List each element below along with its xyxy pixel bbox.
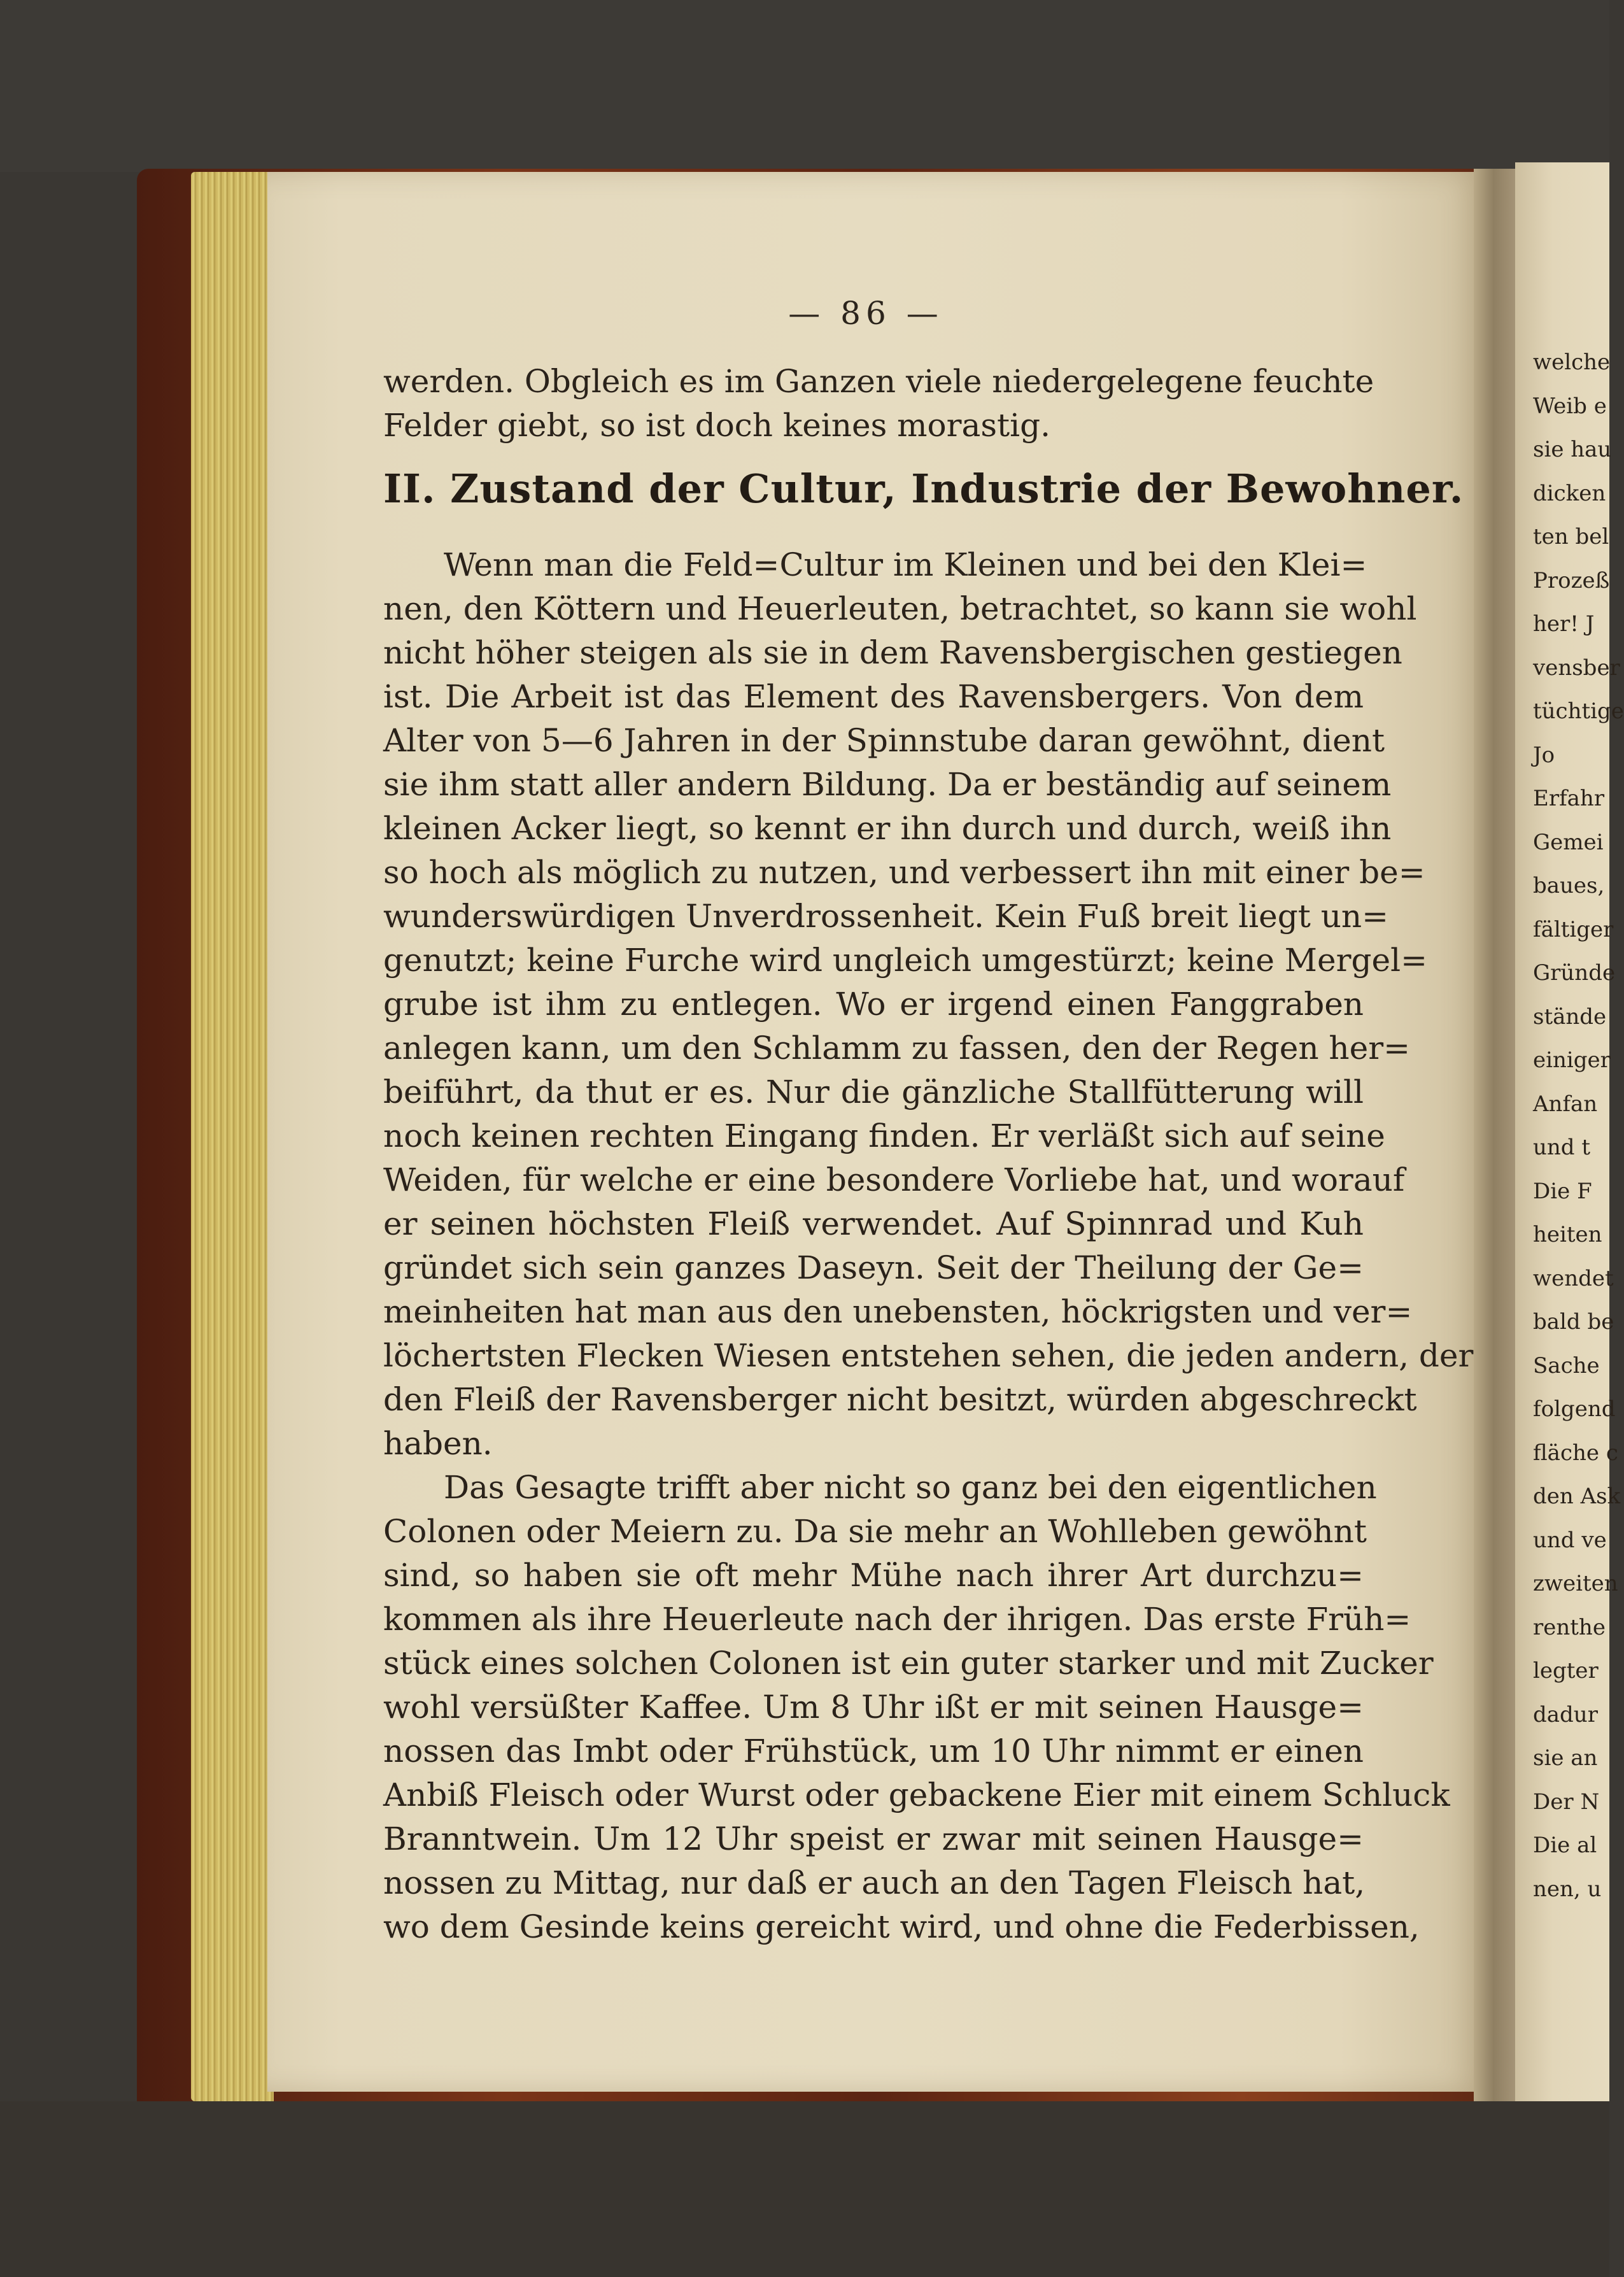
- text-line: Anbiß Fleisch oder Wurst oder gebackene Eier mit einem Schluck: [383, 1777, 1450, 1813]
- fragment-line: Gemei: [1533, 829, 1604, 855]
- fragment-line: Der N: [1533, 1789, 1600, 1815]
- text-line: sind, so haben sie oft mehr Mühe nach ihrer Art durchzu=: [383, 1557, 1364, 1594]
- fragment-line: stände: [1533, 1004, 1607, 1030]
- facing-page-text: [1533, 341, 1624, 1911]
- fragment-line: Gründe: [1533, 960, 1616, 986]
- text-line: Branntwein. Um 12 Uhr speist er zwar mit seinen Hausge=: [383, 1820, 1364, 1857]
- fragment-line: dicken: [1533, 480, 1606, 506]
- fragment-line: und t: [1533, 1135, 1591, 1160]
- text-line: Alter von 5—6 Jahren in der Spinnstube daran gewöhnt, dient: [383, 722, 1385, 759]
- fragment-line: renthe: [1533, 1614, 1606, 1640]
- fragment-line: baues,: [1533, 873, 1605, 898]
- text-line: wunderswürdigen Unverdrossenheit. Kein Fuß breit liegt un=: [383, 898, 1389, 935]
- fragment-line: Die F: [1533, 1178, 1592, 1204]
- fragment-line: Prozeß: [1533, 567, 1610, 593]
- text-line: haben.: [383, 1425, 493, 1462]
- fragment-line: sie an: [1533, 1745, 1598, 1771]
- text-line: ist. Die Arbeit ist das Element des Ravensbergers. Von dem: [383, 678, 1364, 715]
- fragment-line: legter: [1533, 1658, 1599, 1684]
- text-line: Weiden, für welche er eine besondere Vorliebe hat, und worauf: [383, 1161, 1405, 1198]
- fragment-line: und ve: [1533, 1527, 1607, 1553]
- section-heading: II. Zustand der Cultur, Industrie der Bewohner.: [383, 465, 1464, 512]
- text-line: so hoch als möglich zu nutzen, und verbessert ihn mit einer be=: [383, 854, 1425, 891]
- fragment-line: Jo: [1533, 742, 1555, 768]
- text-line: gründet sich sein ganzes Daseyn. Seit der Theilung der Ge=: [383, 1249, 1364, 1286]
- fragment-line: her! J: [1533, 611, 1595, 637]
- text-line: nen, den Köttern und Heuerleuten, betrachtet, so kann sie wohl: [383, 590, 1417, 627]
- fragment-line: Weib e: [1533, 393, 1607, 419]
- text-line: noch keinen rechten Eingang finden. Er verläßt sich auf seine: [383, 1117, 1385, 1154]
- book-gutter: [1474, 169, 1518, 2104]
- fragment-line: tüchtige: [1533, 699, 1624, 724]
- text-line: er seinen höchsten Fleiß verwendet. Auf Spinnrad und Kuh: [383, 1205, 1364, 1242]
- fragment-line: Sache: [1533, 1352, 1600, 1379]
- fragment-line: sie hau: [1533, 437, 1612, 462]
- background-bottom: [0, 2101, 1609, 2277]
- text-line: beiführt, da thut er es. Nur die gänzliche Stallfütterung will: [383, 1074, 1364, 1110]
- fragment-line: welche: [1533, 350, 1611, 375]
- page-number: — 86 —: [788, 295, 943, 332]
- text-line: werden. Obgleich es im Ganzen viele niedergelegene feuchte: [383, 363, 1374, 400]
- text-line: den Fleiß der Ravensberger nicht besitzt, würden abgeschreckt: [383, 1381, 1417, 1418]
- text-line: nossen das Imbt oder Frühstück, um 10 Uhr nimmt er einen: [383, 1733, 1364, 1770]
- fragment-line: dadur: [1533, 1701, 1598, 1727]
- text-line: kommen als ihre Heuerleute nach der ihrigen. Das erste Früh=: [383, 1601, 1411, 1638]
- text-line: Wenn man die Feld=Cultur im Kleinen und bei den Klei=: [444, 546, 1367, 583]
- text-line: wohl versüßter Kaffee. Um 8 Uhr ißt er mit seinen Hausge=: [383, 1689, 1364, 1726]
- text-line: anlegen kann, um den Schlamm zu fassen, den der Regen her=: [383, 1030, 1411, 1067]
- page-edges: [191, 172, 274, 2101]
- background-top: [0, 0, 1609, 172]
- fragment-line: Anfan: [1533, 1091, 1598, 1117]
- text-line: genutzt; keine Furche wird ungleich umgestürzt; keine Mergel=: [383, 942, 1427, 979]
- paragraph-2: [383, 1466, 1450, 1949]
- text-line: wo dem Gesinde keins gereicht wird, und ohne die Federbissen,: [383, 1908, 1420, 1945]
- fragment-line: Erfahr: [1533, 786, 1605, 811]
- text-line: grube ist ihm zu entlegen. Wo er irgend einen Fanggraben: [383, 986, 1364, 1023]
- fragment-line: nen, u: [1533, 1876, 1602, 1902]
- fragment-line: wendet: [1533, 1265, 1614, 1291]
- fragment-line: zweiten: [1533, 1571, 1618, 1596]
- text-line: stück eines solchen Colonen ist ein guter starker und mit Zucker: [383, 1645, 1434, 1682]
- fragment-line: bald be: [1533, 1309, 1614, 1335]
- text-line: löchertsten Flecken Wiesen entstehen sehen, die jeden andern, der: [383, 1337, 1474, 1374]
- fragment-line: ten bel: [1533, 524, 1609, 550]
- text-line: Felder giebt, so ist doch keines morastig.: [383, 407, 1050, 444]
- text-line: Das Gesagte trifft aber nicht so ganz bei den eigentlichen: [444, 1469, 1377, 1506]
- page-text: [383, 360, 1474, 1949]
- text-line: sie ihm statt aller andern Bildung. Da er beständig auf seinem: [383, 766, 1392, 803]
- text-line: kleinen Acker liegt, so kennt er ihn durch und durch, weiß ihn: [383, 810, 1392, 847]
- text-line: Colonen oder Meiern zu. Da sie mehr an Wohlleben gewöhnt: [383, 1513, 1367, 1550]
- text-line: nicht höher steigen als sie in dem Ravensbergischen gestiegen: [383, 634, 1402, 671]
- fragment-line: den Ask: [1533, 1484, 1621, 1509]
- fragment-line: fältiger: [1533, 916, 1614, 942]
- text-line: meinheiten hat man aus den unebensten, höckrigsten und ver=: [383, 1293, 1413, 1330]
- fragment-line: heiten: [1533, 1222, 1602, 1247]
- fragment-line: folgend: [1533, 1396, 1616, 1422]
- text-line: nossen zu Mittag, nur daß er auch an den Tagen Fleisch hat,: [383, 1864, 1366, 1901]
- fragment-line: vensber: [1533, 655, 1620, 681]
- fragment-line: Die al: [1533, 1833, 1597, 1858]
- fragment-line: fläche c: [1533, 1440, 1618, 1466]
- fragment-line: einiger: [1533, 1047, 1611, 1073]
- paragraph-1: [383, 543, 1474, 1466]
